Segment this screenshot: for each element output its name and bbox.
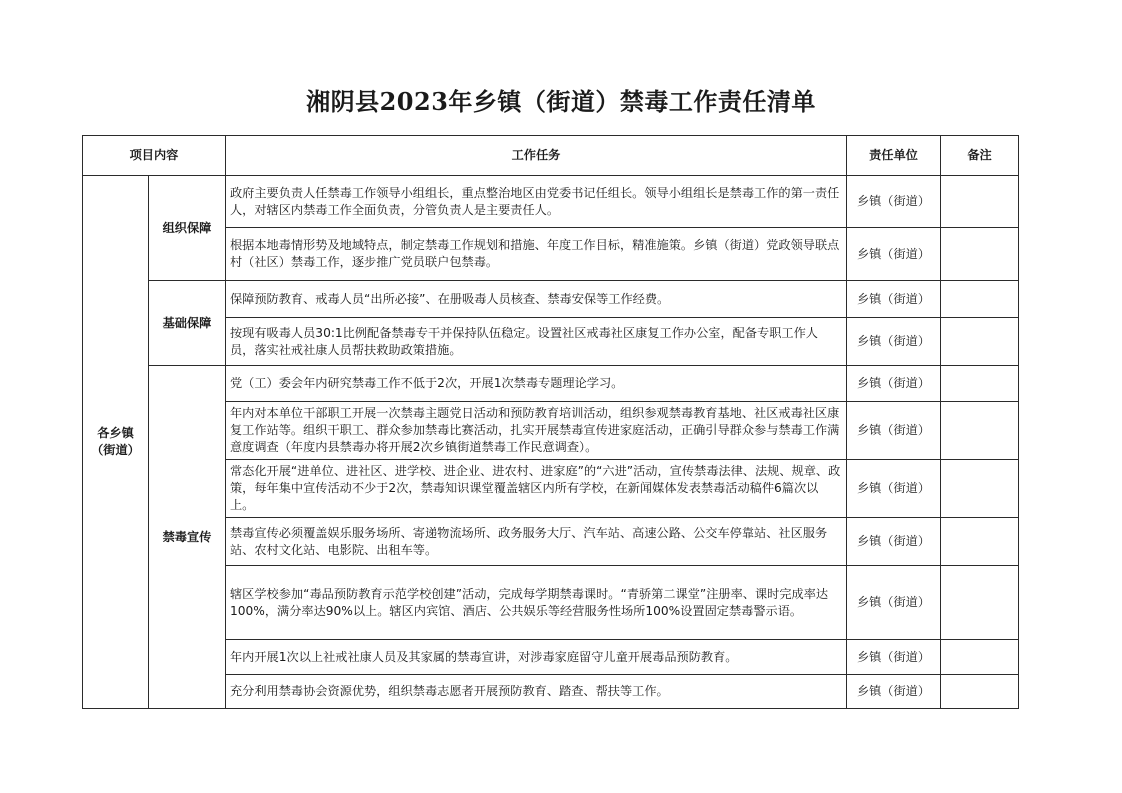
- level1-cell: [83, 176, 149, 709]
- header-project: 项目内容: [83, 136, 226, 176]
- task-cell: 辖区学校参加“毒品预防教育示范学校创建”活动，完成每学期禁毒课时。“青骄第二课堂”注册率、课时完成率达100%，满分率达90%以上。辖区内宾馆、酒店、公共娱乐等经营服务性场所100%设置固定禁毒警示语。: [226, 566, 847, 640]
- table-row: [83, 281, 1019, 318]
- note-cell: [941, 228, 1019, 281]
- level1-line2: （街道）: [91, 443, 140, 457]
- unit-cell: 乡镇（街道）: [847, 566, 941, 640]
- unit-cell: 乡镇（街道）: [847, 460, 941, 518]
- unit-cell: 乡镇（街道）: [847, 518, 941, 566]
- unit-cell: 乡镇（街道）: [847, 281, 941, 318]
- task-cell: 充分利用禁毒协会资源优势，组织禁毒志愿者开展预防教育、踏查、帮扶等工作。: [226, 675, 847, 709]
- header-task: 工作任务: [226, 136, 847, 176]
- note-cell: [941, 566, 1019, 640]
- note-cell: [941, 402, 1019, 460]
- task-cell: 党（工）委会年内研究禁毒工作不低于2次，开展1次禁毒专题理论学习。: [226, 366, 847, 402]
- level1-line1: 各乡镇: [97, 426, 134, 440]
- table-row: [83, 176, 1019, 228]
- category-base: 基础保障: [149, 281, 226, 366]
- unit-cell: 乡镇（街道）: [847, 228, 941, 281]
- category-edu: 禁毒宣传: [149, 366, 226, 709]
- unit-cell: 乡镇（街道）: [847, 675, 941, 709]
- note-cell: [941, 518, 1019, 566]
- task-cell: 常态化开展“进单位、进社区、进学校、进企业、进农村、进家庭”的“六进”活动，宣传禁毒法律、法规、规章、政策，每年集中宣传活动不少于2次，禁毒知识课堂覆盖辖区内所有学校，在新闻媒体发表禁毒活动稿件6篇次以上。: [226, 460, 847, 518]
- note-cell: [941, 318, 1019, 366]
- task-cell: 根据本地毒情形势及地域特点，制定禁毒工作规划和措施、年度工作目标，精准施策。乡镇（街道）党政领导联点村（社区）禁毒工作，逐步推广党员联户包禁毒。: [226, 228, 847, 281]
- unit-cell: 乡镇（街道）: [847, 402, 941, 460]
- note-cell: [941, 640, 1019, 675]
- task-cell: 年内开展1次以上社戒社康人员及其家属的禁毒宣讲，对涉毒家庭留守儿童开展毒品预防教育。: [226, 640, 847, 675]
- unit-cell: 乡镇（街道）: [847, 176, 941, 228]
- unit-cell: 乡镇（街道）: [847, 366, 941, 402]
- task-cell: 禁毒宣传必须覆盖娱乐服务场所、寄递物流场所、政务服务大厅、汽车站、高速公路、公交车停靠站、社区服务站、农村文化站、电影院、出租车等。: [226, 518, 847, 566]
- header-note: 备注: [941, 136, 1019, 176]
- note-cell: [941, 675, 1019, 709]
- task-cell: 年内对本单位干部职工开展一次禁毒主题党日活动和预防教育培训活动，组织参观禁毒教育基地、社区戒毒社区康复工作站等。组织干职工、群众参加禁毒比赛活动，扎实开展禁毒宣传进家庭活动，正确引导群众参与禁毒工作满意度调查（年度内县禁毒办将开展2次乡镇街道禁毒工作民意调查）。: [226, 402, 847, 460]
- unit-cell: 乡镇（街道）: [847, 318, 941, 366]
- note-cell: [941, 176, 1019, 228]
- category-org: 组织保障: [149, 176, 226, 281]
- note-cell: [941, 281, 1019, 318]
- table-header-row: [83, 136, 1019, 176]
- document-title: 湘阴县2023年乡镇（街道）禁毒工作责任清单: [306, 87, 816, 116]
- unit-cell: 乡镇（街道）: [847, 640, 941, 675]
- header-unit: 责任单位: [847, 136, 941, 176]
- table-row: [83, 366, 1019, 402]
- task-cell: 保障预防教育、戒毒人员“出所必接”、在册吸毒人员核查、禁毒安保等工作经费。: [226, 281, 847, 318]
- note-cell: [941, 366, 1019, 402]
- responsibility-table: [82, 135, 1019, 709]
- task-cell: 政府主要负责人任禁毒工作领导小组组长，重点整治地区由党委书记任组长。领导小组组长是禁毒工作的第一责任人，对辖区内禁毒工作全面负责，分管负责人是主要责任人。: [226, 176, 847, 228]
- task-cell: 按现有吸毒人员30:1比例配备禁毒专干并保持队伍稳定。设置社区戒毒社区康复工作办公室，配备专职工作人员，落实社戒社康人员帮扶救助政策措施。: [226, 318, 847, 366]
- note-cell: [941, 460, 1019, 518]
